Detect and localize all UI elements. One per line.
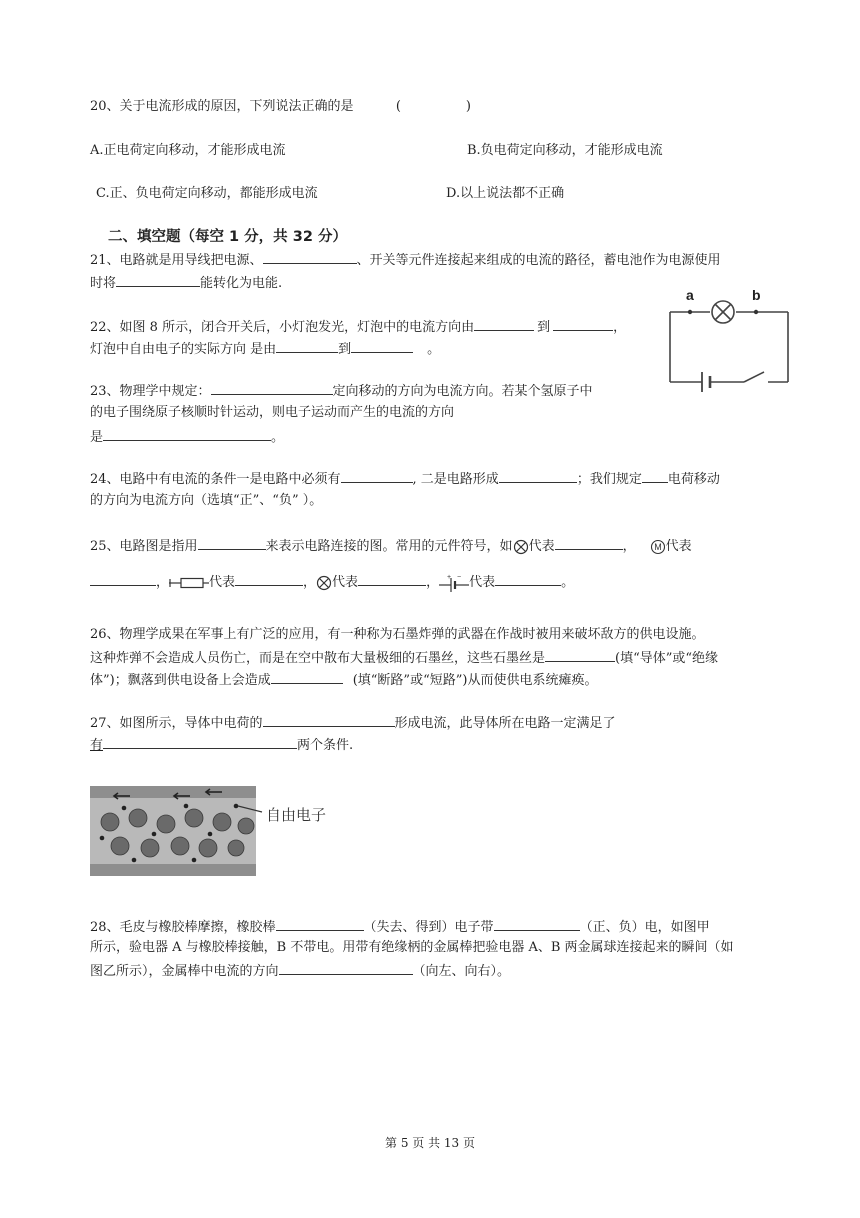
q28-text-1: 28、毛皮与橡胶棒摩擦，橡胶棒 (90, 920, 276, 935)
q25-text-12: 。 (561, 575, 575, 590)
q26-text-3a: 体”)；飘落到供电设备上会造成 (90, 673, 271, 688)
q26-line1: 26、物理学成果在军事上有广泛的应用，有一种称为石墨炸弹的武器在作战时被用来破坏敌方的供电设施。 (90, 627, 705, 642)
q28-blank-1[interactable] (276, 917, 364, 931)
q20-option-a: A.正电荷定向移动，才能形成电流 (90, 143, 286, 158)
q22-label-a: a (686, 287, 694, 303)
q25-text-6: ， (156, 575, 170, 590)
q27-blank-2[interactable] (103, 735, 297, 749)
q24-text-4: 电荷移动 (667, 472, 720, 487)
q24-line2: 的方向为电流方向（选填“正”、“负” ）。 (90, 493, 323, 508)
q20-option-c: C.正、负电荷定向移动，都能形成电流 (96, 186, 318, 201)
q20-stem-line (90, 98, 471, 116)
q21-line2 (90, 273, 282, 293)
q21-blank-1[interactable] (263, 250, 357, 264)
q26-text-3b: (填“断路”或“短路”)从而使供电系统瘫痪。 (352, 673, 598, 688)
q22-text-3: ， (613, 320, 627, 335)
q25-text-4: ， (622, 539, 636, 554)
q20-answer-paren: ( ) (395, 99, 471, 114)
q26-line2 (90, 648, 718, 668)
q23-line1 (90, 381, 593, 401)
q21-text-4: 能转化为电能. (200, 276, 283, 291)
q24-text-3: ；我们规定 (576, 472, 642, 487)
q27-text-3: 有 (90, 738, 104, 753)
q25-line2 (90, 572, 574, 592)
q23-text-2: 定向移动的方向为电流方向。若某个氢原子中 (332, 384, 593, 399)
q25-text-9: 代表 (332, 575, 359, 590)
resistor-symbol-icon (169, 576, 209, 590)
q26-text-2b: (填“导体”或“绝缘 (615, 651, 719, 666)
q23-text-1: 23、物理学中规定： (90, 384, 211, 399)
q25-line1 (90, 536, 692, 556)
q22-text-4: 灯泡中自由电子的实际方向 是由 (90, 342, 277, 357)
q22-text-5: 到 (338, 342, 352, 357)
q26-line3 (90, 670, 597, 690)
lamp-symbol-icon (513, 539, 529, 555)
q22-text-6: 。 (427, 342, 441, 357)
q24-blank-3[interactable] (642, 469, 668, 483)
q28-text-5: 图乙所示），金属棒中电流的方向 (90, 964, 279, 979)
q25-text-3: 代表 (528, 539, 555, 554)
q27-text-2: 形成电流，此导体所在电路一定满足了 (394, 716, 616, 731)
q27-line1 (90, 713, 616, 733)
svg-text:+: + (447, 573, 452, 581)
lamp-symbol-2-icon (316, 575, 332, 591)
q23-blank-2[interactable] (103, 427, 271, 441)
q25-text-2: 来表示电路连接的图。常用的元件符号，如 (265, 539, 513, 554)
q28-text-6: （向左、向右）。 (412, 964, 511, 979)
battery-symbol-icon (439, 574, 469, 592)
q25-text-7: 代表 (209, 575, 236, 590)
q23-text-4: 是 (90, 430, 104, 445)
q25-text-11: 代表 (469, 575, 496, 590)
q26-blank-1[interactable] (545, 648, 615, 662)
q26-text-2a: 这种炸弹不会造成人员伤亡，而是在空中散布大量极细的石墨丝，这些石墨丝是 (90, 651, 546, 666)
motor-letter: M (653, 541, 662, 552)
q22-text-2: 到 (537, 320, 551, 335)
page-footer: 第 5 页 共 13 页 (385, 1136, 475, 1150)
q20-option-b: B.负电荷定向移动，才能形成电流 (467, 143, 663, 158)
q28-text-2: （失去、得到）电子带 (363, 920, 494, 935)
q28-line2: 所示，验电器 A 与橡胶棒接触，B 不带电。用带有绝缘柄的金属棒把验电器 A、B 两金属球连接起来的瞬间（如 (90, 940, 734, 955)
q25-text-5: 代表 (665, 539, 692, 554)
q23-blank-1[interactable] (211, 381, 333, 395)
q28-line1 (90, 917, 710, 937)
q24-blank-1[interactable] (341, 469, 413, 483)
q23-text-5: 。 (271, 430, 285, 445)
q25-blank-3[interactable] (90, 572, 156, 586)
q25-blank-5[interactable] (358, 572, 426, 586)
q25-blank-2[interactable] (555, 536, 623, 550)
q22-circuit-figure (660, 286, 796, 398)
q21-blank-2[interactable] (116, 273, 200, 287)
q27-text-1: 27、如图所示，导体中电荷的 (90, 716, 263, 731)
q24-text-2: , 二是电路形成 (412, 472, 499, 487)
q28-line3 (90, 961, 510, 981)
q21-line1 (90, 250, 721, 270)
q25-text-1: 25、电路图是指用 (90, 539, 198, 554)
q23-line3 (90, 427, 284, 447)
q26-blank-2[interactable] (271, 670, 343, 684)
q22-label-b: b (752, 287, 761, 303)
q22-blank-2[interactable] (553, 317, 613, 331)
q25-blank-1[interactable] (198, 536, 266, 550)
q20-stem: 20、关于电流形成的原因，下列说法正确的是 (90, 99, 354, 114)
q27-blank-1[interactable] (263, 713, 395, 727)
q22-line2 (90, 339, 440, 359)
q23-line2: 的电子围绕原子核顺时针运动，则电子运动而产生的电流的方向 (90, 405, 455, 420)
q20-option-d: D.以上说法都不正确 (446, 186, 565, 201)
q25-blank-4[interactable] (235, 572, 303, 586)
q22-text-1: 22、如图 8 所示，闭合开关后，小灯泡发光，灯泡中的电流方向由 (90, 320, 475, 335)
q28-blank-2[interactable] (494, 917, 580, 931)
q21-text-1: 21、电路就是用导线把电源、 (90, 253, 263, 268)
q21-text-2: 、开关等元件连接起来组成的电流的路径，蓄电池作为电源使用 (356, 253, 721, 268)
lamp-icon (712, 301, 734, 323)
q27-line2 (90, 735, 353, 755)
section-title: 二、填空题（每空 1 分，共 32 分） (108, 229, 347, 245)
q27-figure-label: 自由电子 (266, 806, 327, 824)
q24-blank-2[interactable] (499, 469, 577, 483)
q24-line1 (90, 469, 720, 489)
q28-blank-3[interactable] (279, 961, 413, 975)
q25-text-8: ， (303, 575, 317, 590)
q24-text-1: 24、电路中有电流的条件一是电路中必须有 (90, 472, 341, 487)
q28-text-3: （正、负）电，如图甲 (579, 920, 710, 935)
q22-blank-3[interactable] (276, 339, 338, 353)
q22-blank-4[interactable] (351, 339, 413, 353)
q22-blank-1[interactable] (474, 317, 534, 331)
q27-conductor-figure (90, 782, 350, 878)
q21-text-3: 时将 (90, 276, 117, 291)
svg-text:−: − (457, 573, 462, 581)
q25-text-10: ， (426, 575, 440, 590)
motor-symbol-icon (650, 539, 666, 555)
q22-line1 (90, 317, 626, 337)
q27-text-4: 两个条件. (297, 738, 354, 753)
q25-blank-6[interactable] (495, 572, 561, 586)
